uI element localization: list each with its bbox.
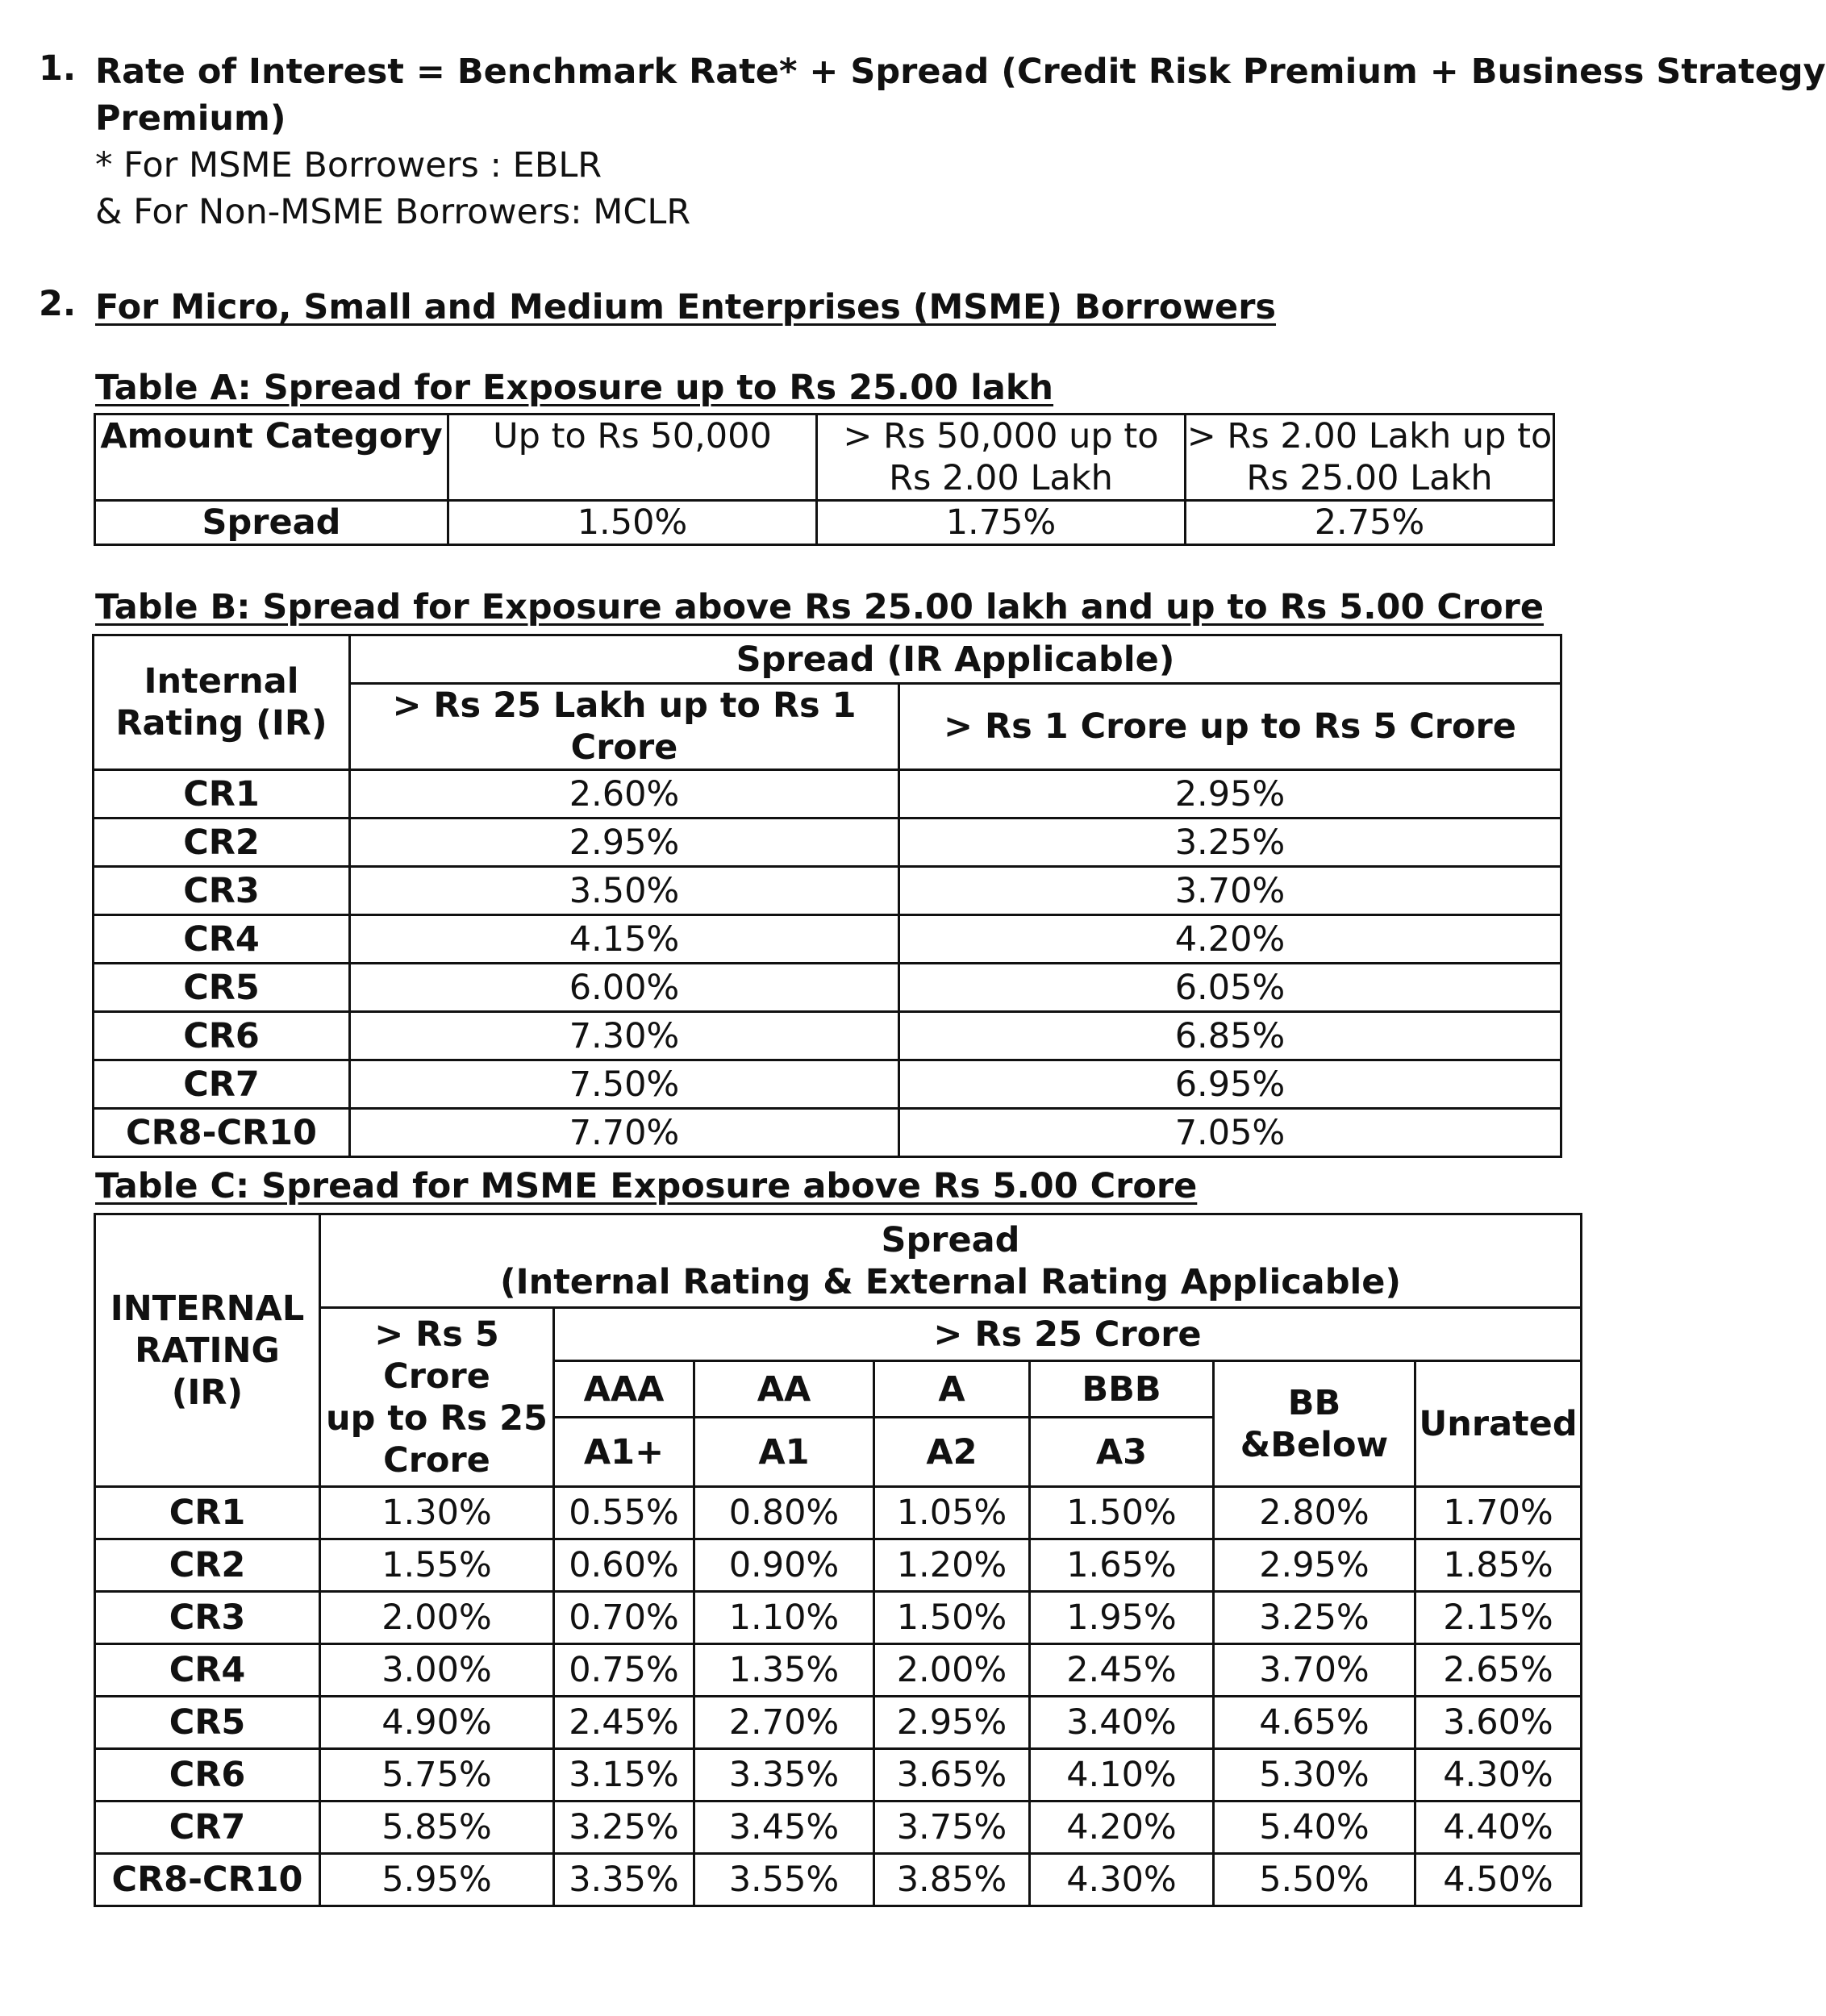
- tableC-cell: 4.50%: [1415, 1854, 1582, 1906]
- tableB-head-col1: > Rs 25 Lakh up to Rs 1 Crore: [350, 684, 899, 770]
- tableC-cell: 1.70%: [1415, 1487, 1582, 1539]
- tableC-cell: 1.10%: [694, 1592, 874, 1644]
- tableA-title: Table A: Spread for Exposure up to Rs 25.00 lakh: [95, 368, 1054, 408]
- tableC-cell: 1.20%: [874, 1539, 1030, 1592]
- tableC-cell: 1.30%: [320, 1487, 554, 1539]
- tableA-head-col2: > Rs 50,000 up to Rs 2.00 Lakh: [817, 414, 1186, 501]
- tableC-cell: 1.50%: [1030, 1487, 1214, 1539]
- tableC-cell: 4.30%: [1030, 1854, 1214, 1906]
- table-row: [94, 770, 1561, 818]
- tableC-head-spread: Spread (Internal Rating & External Rating Applicable): [320, 1214, 1582, 1308]
- tableC-head-ext-aaa: AAA: [554, 1361, 694, 1418]
- tableC-cell: 5.75%: [320, 1749, 554, 1801]
- tableC-cell: 4.90%: [320, 1697, 554, 1749]
- table-row: [95, 1697, 1582, 1749]
- tableC-rating: CR7: [95, 1801, 320, 1854]
- tableC-cell: 4.40%: [1415, 1801, 1582, 1854]
- tableC-head-ext-aa: AA: [694, 1361, 874, 1418]
- tableB-rating: CR4: [94, 915, 350, 964]
- tableC-rating: CR6: [95, 1749, 320, 1801]
- tableC-cell: 0.75%: [554, 1644, 694, 1697]
- tableC-head-ext-a: A: [874, 1361, 1030, 1418]
- tableC-cell: 3.85%: [874, 1854, 1030, 1906]
- tableC-cell: 1.65%: [1030, 1539, 1214, 1592]
- table-row: [94, 867, 1561, 915]
- tableB-cell: 3.70%: [899, 867, 1561, 915]
- table-row: [95, 1749, 1582, 1801]
- tableC-cell: 3.65%: [874, 1749, 1030, 1801]
- tableC-cell: 5.30%: [1214, 1749, 1415, 1801]
- tableB-rating: CR3: [94, 867, 350, 915]
- tableA-cell: 1.50%: [448, 501, 817, 545]
- tableC-cell: 2.95%: [874, 1697, 1030, 1749]
- tableB-cell: 2.95%: [350, 818, 899, 867]
- table-row: [95, 1539, 1582, 1592]
- tableC-cell: 4.10%: [1030, 1749, 1214, 1801]
- tableC-cell: 3.15%: [554, 1749, 694, 1801]
- tableC-cell: 2.45%: [1030, 1644, 1214, 1697]
- tableC-cell: 5.50%: [1214, 1854, 1415, 1906]
- tableA-head-category: Amount Category: [95, 414, 448, 501]
- tableC-rating: CR2: [95, 1539, 320, 1592]
- tableC-title: Table C: Spread for MSME Exposure above Rs 5.00 Crore: [95, 1166, 1198, 1206]
- tableB-rating: CR6: [94, 1012, 350, 1060]
- item1-note-non-msme: & For Non-MSME Borrowers: MCLR: [95, 192, 691, 232]
- tableC-rating: CR1: [95, 1487, 320, 1539]
- tableC-cell: 3.35%: [694, 1749, 874, 1801]
- tableB-head-spread: Spread (IR Applicable): [350, 635, 1561, 684]
- item1-formula-line2: Premium): [95, 98, 286, 139]
- tableC-head-ext-bbb: BBB: [1030, 1361, 1214, 1418]
- tableB-cell: 7.05%: [899, 1109, 1561, 1157]
- tableC-cell: 0.60%: [554, 1539, 694, 1592]
- tableC-cell: 0.80%: [694, 1487, 874, 1539]
- table-row: [95, 1487, 1582, 1539]
- tableC-cell: 2.00%: [320, 1592, 554, 1644]
- tableC-cell: 1.95%: [1030, 1592, 1214, 1644]
- tableB-title: Table B: Spread for Exposure above Rs 25.00 lakh and up to Rs 5.00 Crore: [95, 587, 1545, 627]
- tableC-cell: 3.00%: [320, 1644, 554, 1697]
- tableC-cell: 1.05%: [874, 1487, 1030, 1539]
- item2-heading: For Micro, Small and Medium Enterprises (MSME) Borrowers: [95, 287, 1277, 327]
- tableC-cell: 2.15%: [1415, 1592, 1582, 1644]
- tableC-cell: 3.40%: [1030, 1697, 1214, 1749]
- tableC-rating: CR5: [95, 1697, 320, 1749]
- tableB-head-rating: Internal Rating (IR): [94, 635, 350, 770]
- tableC-head-st-a3: A3: [1030, 1418, 1214, 1487]
- tableB-cell: 4.20%: [899, 915, 1561, 964]
- tableB-rating: CR7: [94, 1060, 350, 1109]
- tableB-head-col2: > Rs 1 Crore up to Rs 5 Crore: [899, 684, 1561, 770]
- tableB-cell: 6.05%: [899, 964, 1561, 1012]
- tableC-cell: 3.25%: [554, 1801, 694, 1854]
- tableB-cell: 2.60%: [350, 770, 899, 818]
- tableC-cell: 5.40%: [1214, 1801, 1415, 1854]
- tableB-cell: 4.15%: [350, 915, 899, 964]
- table-row: [95, 1801, 1582, 1854]
- tableC-cell: 1.85%: [1415, 1539, 1582, 1592]
- tableC-cell: 2.95%: [1214, 1539, 1415, 1592]
- tableC-cell: 3.70%: [1214, 1644, 1415, 1697]
- tableC-head-st-a2: A2: [874, 1418, 1030, 1487]
- tableC-cell: 1.35%: [694, 1644, 874, 1697]
- item1-formula-line1: Rate of Interest = Benchmark Rate* + Spread (Credit Risk Premium + Business Strategy: [95, 52, 1826, 92]
- tableC-head-st-a1: A1: [694, 1418, 874, 1487]
- tableC-head-rating: INTERNAL RATING (IR): [95, 1214, 320, 1487]
- tableA-cell: 1.75%: [817, 501, 1186, 545]
- tableB-cell: 6.85%: [899, 1012, 1561, 1060]
- tableC: [94, 1213, 1582, 1907]
- tableC-cell: 3.35%: [554, 1854, 694, 1906]
- item1-number: 1.: [39, 48, 77, 89]
- tableB-cell: 7.50%: [350, 1060, 899, 1109]
- tableA-cell: 2.75%: [1186, 501, 1554, 545]
- tableC-cell: 4.65%: [1214, 1697, 1415, 1749]
- table-row: [94, 1060, 1561, 1109]
- tableB-rating: CR5: [94, 964, 350, 1012]
- tableB-rating: CR8-CR10: [94, 1109, 350, 1157]
- tableC-head-col1: > Rs 5 Crore up to Rs 25 Crore: [320, 1308, 554, 1487]
- tableC-body: [95, 1487, 1582, 1906]
- tableC-cell: 5.95%: [320, 1854, 554, 1906]
- tableB-cell: 6.95%: [899, 1060, 1561, 1109]
- tableC-cell: 3.75%: [874, 1801, 1030, 1854]
- tableC-head-st-a1plus: A1+: [554, 1418, 694, 1487]
- tableC-rating: CR4: [95, 1644, 320, 1697]
- tableC-cell: 1.50%: [874, 1592, 1030, 1644]
- tableA-head-col3: > Rs 2.00 Lakh up to Rs 25.00 Lakh: [1186, 414, 1554, 501]
- tableC-cell: 3.25%: [1214, 1592, 1415, 1644]
- tableC-cell: 0.70%: [554, 1592, 694, 1644]
- tableC-cell: 0.55%: [554, 1487, 694, 1539]
- tableB-rating: CR1: [94, 770, 350, 818]
- tableC-cell: 3.55%: [694, 1854, 874, 1906]
- tableC-cell: 4.30%: [1415, 1749, 1582, 1801]
- tableC-cell: 1.55%: [320, 1539, 554, 1592]
- table-row: [94, 818, 1561, 867]
- tableC-cell: 2.00%: [874, 1644, 1030, 1697]
- table-row: [95, 1644, 1582, 1697]
- tableA: [94, 413, 1555, 546]
- table-row: [94, 1109, 1561, 1157]
- tableB-cell: 7.70%: [350, 1109, 899, 1157]
- tableC-cell: 5.85%: [320, 1801, 554, 1854]
- tableB-cell: 3.25%: [899, 818, 1561, 867]
- tableB: [92, 634, 1562, 1158]
- tableA-row-label: Spread: [95, 501, 448, 545]
- tableC-head-bb-below: BB &Below: [1214, 1361, 1415, 1487]
- tableC-head-unrated: Unrated: [1415, 1361, 1582, 1487]
- table-row: [95, 1854, 1582, 1906]
- tableC-rating: CR8-CR10: [95, 1854, 320, 1906]
- tableC-cell: 0.90%: [694, 1539, 874, 1592]
- item2-number: 2.: [39, 284, 77, 324]
- tableB-cell: 2.95%: [899, 770, 1561, 818]
- table-row: [95, 1592, 1582, 1644]
- tableC-cell: 2.45%: [554, 1697, 694, 1749]
- tableC-cell: 2.80%: [1214, 1487, 1415, 1539]
- table-row: [94, 964, 1561, 1012]
- tableC-cell: 3.60%: [1415, 1697, 1582, 1749]
- tableC-cell: 2.70%: [694, 1697, 874, 1749]
- tableC-cell: 2.65%: [1415, 1644, 1582, 1697]
- tableA-head-col1: Up to Rs 50,000: [448, 414, 817, 501]
- tableB-cell: 3.50%: [350, 867, 899, 915]
- tableC-cell: 3.45%: [694, 1801, 874, 1854]
- table-row: [94, 915, 1561, 964]
- tableC-cell: 4.20%: [1030, 1801, 1214, 1854]
- tableB-cell: 6.00%: [350, 964, 899, 1012]
- tableB-cell: 7.30%: [350, 1012, 899, 1060]
- item1-note-msme: * For MSME Borrowers : EBLR: [95, 145, 602, 185]
- tableB-rating: CR2: [94, 818, 350, 867]
- table-row: [94, 1012, 1561, 1060]
- tableC-head-group: > Rs 25 Crore: [554, 1308, 1582, 1361]
- tableC-rating: CR3: [95, 1592, 320, 1644]
